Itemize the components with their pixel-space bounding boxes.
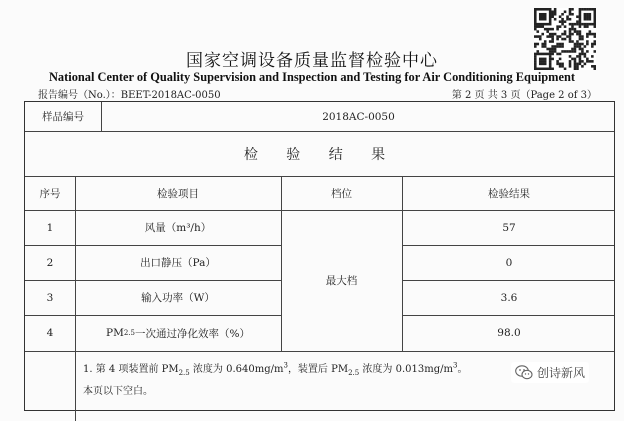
page-info: 第 2 页 共 3 页（Page 2 of 3） [451,90,597,101]
sample-label: 样品编号 [42,111,84,123]
report-title-cn: 国家空调设备质量监督检验中心 [186,51,438,71]
row-item: 出口静压（Pa） [140,257,216,269]
table-line [25,351,614,352]
table-line [75,351,76,421]
row-no: 1 [46,221,54,234]
note-text: ，装置后 PM [287,364,349,375]
note-sub: 2.5 [348,369,360,377]
note-2: 本页以下空白。 [83,386,153,397]
row-no: 3 [46,291,54,304]
note-sub: 2.5 [178,369,190,377]
wechat-icon [515,365,533,380]
row-no: 4 [46,327,54,339]
note-sup: 3 [452,361,458,370]
row-item: 输入功率（W） [141,292,215,304]
row-result: 0 [505,256,513,269]
gear-value: 最大档 [325,275,358,287]
row-result: 98.0 [497,327,521,339]
row-item: 风量（m³/h） [144,222,212,234]
report-number: 报告编号（No.）：BEET-2018AC-0050 [38,90,221,101]
section-title: 检 验 结 果 [243,146,398,163]
note-text: 1. 第 4 项装置前 PM [83,364,179,375]
row-result: 57 [502,221,516,234]
row-item-main: PM [106,327,124,339]
wechat-watermark [511,362,589,383]
note-text: 。 [457,364,468,375]
sample-value: 2018AC-0050 [322,110,395,123]
column-header-result: 检验结果 [488,187,530,200]
row-item-rest: 一次通过净化效率（%） [134,327,250,340]
column-header-item: 检验项目 [157,187,199,200]
note-sup: 3 [283,361,288,370]
note-text: 浓度为 0.640mg/m [189,364,284,375]
watermark-text: 创诗新风 [537,366,586,380]
note-text: 浓度为 0.013mg/m [359,364,453,375]
column-header-no: 序号 [39,187,61,200]
row-result: 3.6 [500,291,518,304]
row-no: 2 [46,256,54,269]
column-header-gear: 档位 [331,187,352,200]
report-title-en: National Center of Quality Supervision and Inspection and Testing for Air Conditioning Equipment [48,70,576,84]
row-item [75,315,281,351]
row-item-sub: 2.5 [123,329,135,337]
note-1 [83,360,467,377]
